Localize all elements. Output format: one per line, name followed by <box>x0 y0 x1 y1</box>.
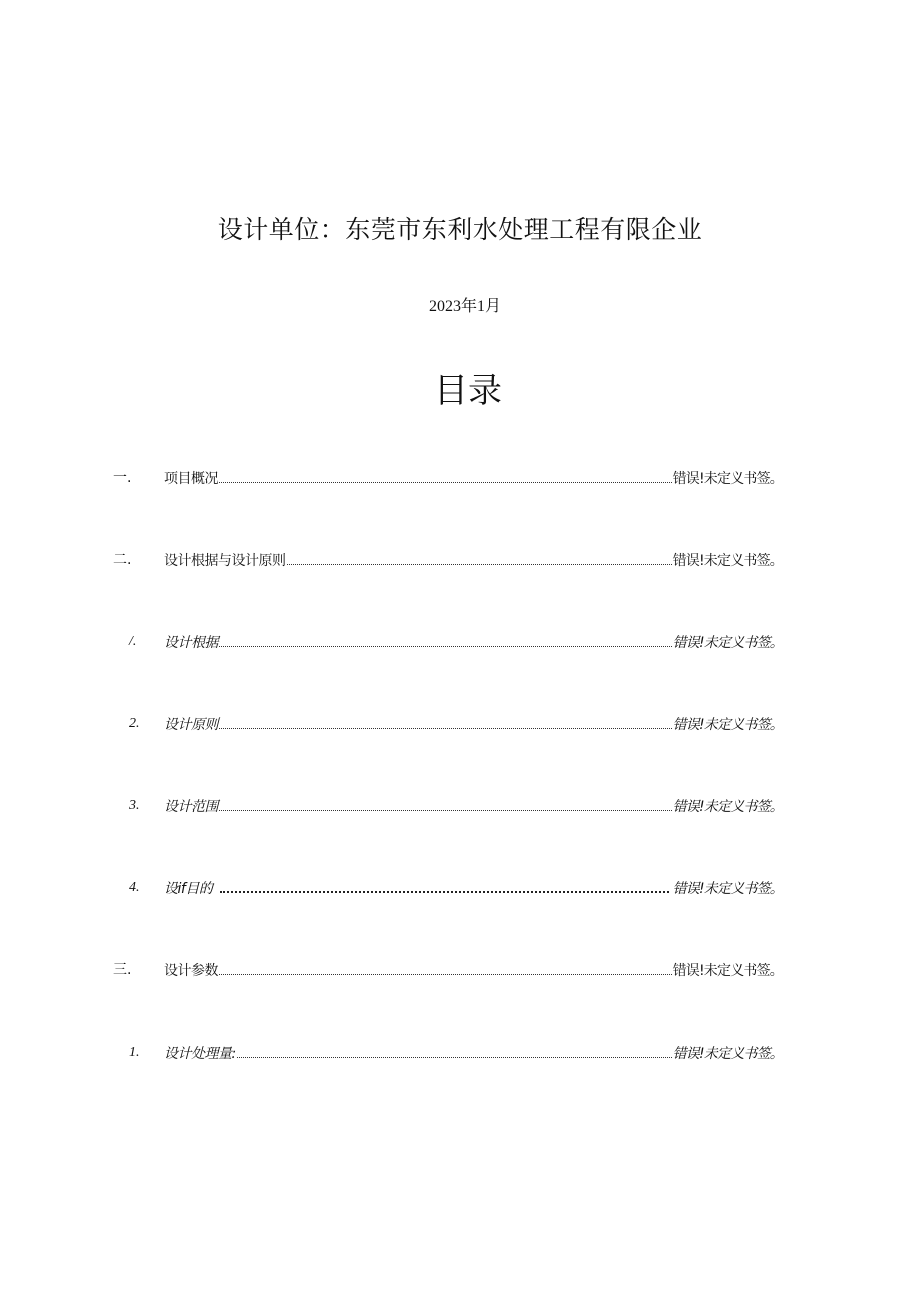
toc-entry-number: 三. <box>113 962 132 978</box>
toc-entry-design-capacity[interactable] <box>0 1041 920 1065</box>
toc-entry-design-purpose[interactable] <box>0 876 920 900</box>
toc-title: 目录 <box>434 371 502 411</box>
toc-entry-page: 错误!未定义书签。 <box>672 963 783 979</box>
toc-entry-page: 错误!未定义书签。 <box>672 799 783 815</box>
toc-entry-link[interactable] <box>164 876 783 900</box>
toc-entry-page: 错误!未定义书签。 <box>672 553 783 569</box>
toc-entry-page: 错误!未定义书签。 <box>672 471 783 487</box>
toc-entry-page: 错误!未定义书签。 <box>672 635 783 651</box>
toc-entry-page: 错误!未定义书签。 <box>672 717 783 733</box>
dot-leader <box>219 727 672 729</box>
toc-entry-link[interactable] <box>164 630 783 654</box>
toc-entry-number: 3. <box>129 798 140 813</box>
toc-entry-page: 错误!未定义书签。 <box>672 881 783 897</box>
toc-entry-label: 设计原则 <box>164 717 218 733</box>
toc-entry-design-parameters[interactable] <box>0 958 920 982</box>
dot-leader <box>220 890 668 893</box>
toc-entry-design-basis-principles[interactable] <box>0 548 920 572</box>
toc-entry-label: 设计根据与设计原则 <box>164 553 286 569</box>
dot-leader <box>237 1056 672 1058</box>
dot-leader <box>219 481 672 483</box>
toc-entry-design-principles[interactable] <box>0 712 920 736</box>
toc-entry-design-basis[interactable] <box>0 630 920 654</box>
toc-entry-design-scope[interactable] <box>0 794 920 818</box>
design-company: 设计单位：东莞市东利水处理工程有限企业 <box>217 215 703 244</box>
toc-entry-label: 设计参数 <box>164 963 218 979</box>
toc-entry-label: 设if目的 <box>164 881 213 897</box>
toc-entry-number: 一. <box>113 470 132 486</box>
dot-leader <box>219 645 672 647</box>
toc-entry-page: 错误!未定义书签。 <box>672 1046 783 1062</box>
toc-entry-link[interactable] <box>164 1041 783 1065</box>
toc-entry-number: 二. <box>113 552 132 568</box>
toc-entry-number: 2. <box>129 716 140 731</box>
toc-entry-label: 设计根据 <box>164 635 218 651</box>
toc-entry-label: 项目概况 <box>164 471 218 487</box>
dot-leader <box>219 973 672 975</box>
toc-entry-link[interactable] <box>164 794 783 818</box>
document-date: 2023年1月 <box>428 298 501 315</box>
dot-leader <box>219 809 672 811</box>
toc-entry-link[interactable] <box>164 712 783 736</box>
dot-leader <box>287 563 672 565</box>
toc-entry-number: 4. <box>129 880 140 895</box>
toc-entry-link[interactable] <box>164 466 783 490</box>
toc-entry-label: 设计处理量: <box>164 1046 236 1062</box>
toc-entry-number: /. <box>129 634 137 649</box>
toc-entry-link[interactable] <box>164 548 783 572</box>
toc-entry-project-overview[interactable] <box>0 466 920 490</box>
toc-entry-label: 设计范围 <box>164 799 218 815</box>
toc-entry-link[interactable] <box>164 958 783 982</box>
toc-entry-number: 1. <box>129 1045 140 1060</box>
